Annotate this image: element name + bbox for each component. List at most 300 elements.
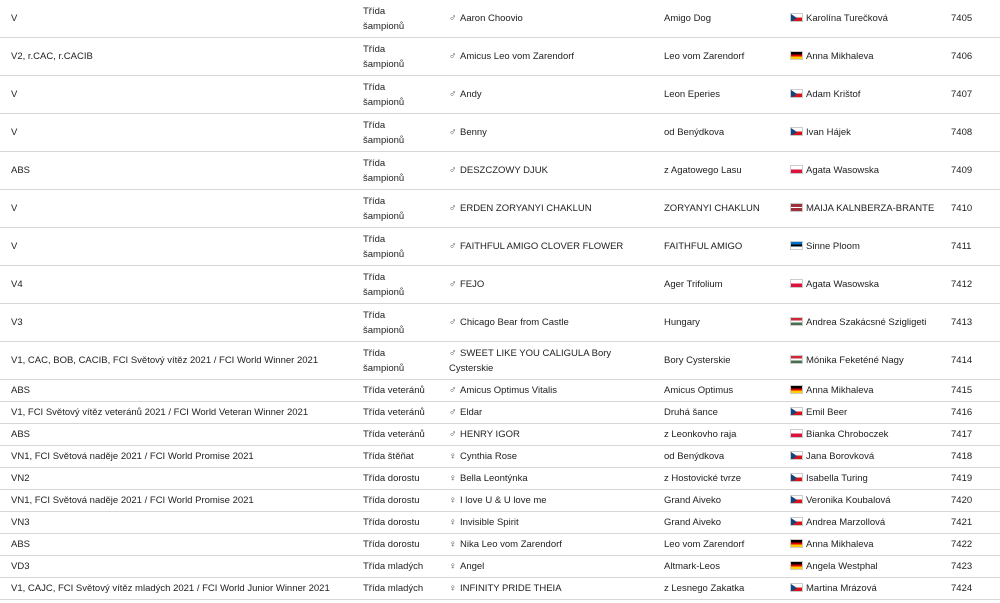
result-cell bbox=[11, 304, 351, 341]
owner-name: Sinne Ploom bbox=[806, 241, 860, 252]
class-cell bbox=[363, 304, 443, 341]
catalog-number-cell bbox=[951, 266, 991, 303]
breeder-cell bbox=[664, 424, 784, 445]
class-line-1: Třída bbox=[363, 271, 386, 283]
breeder-name: ZORYANYI CHAKLUN bbox=[664, 203, 760, 214]
male-sex-icon: ♂ bbox=[449, 429, 457, 440]
breeder-name: Altmark-Leos bbox=[664, 561, 720, 572]
breeder-cell bbox=[664, 578, 784, 599]
class-text bbox=[363, 42, 404, 72]
class-text bbox=[363, 493, 420, 508]
breeder-cell bbox=[664, 468, 784, 489]
class-line-2: šampionů bbox=[363, 20, 405, 32]
owner-cell bbox=[790, 266, 940, 303]
dog-name-cell[interactable] bbox=[449, 380, 654, 401]
country-flag-de-icon bbox=[790, 385, 803, 394]
dog-name[interactable]: Invisible Spirit bbox=[460, 517, 519, 528]
breeder-name: Hungary bbox=[664, 317, 700, 328]
owner-wrap bbox=[790, 559, 878, 574]
class-cell bbox=[363, 556, 443, 577]
owner-wrap bbox=[790, 87, 860, 102]
dog-name[interactable]: Amicus Optimus Vitalis bbox=[460, 385, 557, 396]
table-row[interactable] bbox=[0, 190, 1000, 228]
male-sex-icon: ♂ bbox=[449, 279, 457, 290]
dog-name-wrap bbox=[449, 277, 484, 292]
dog-name-cell[interactable] bbox=[449, 534, 654, 555]
catalog-number: 7406 bbox=[951, 51, 973, 62]
dog-name-wrap bbox=[449, 87, 482, 102]
dog-name-wrap bbox=[449, 405, 482, 420]
dog-name[interactable]: INFINITY PRIDE THEIA bbox=[460, 583, 562, 594]
owner-wrap bbox=[790, 315, 926, 330]
owner-cell bbox=[790, 228, 940, 265]
female-sex-icon: ♀ bbox=[449, 451, 457, 462]
table-row[interactable] bbox=[0, 342, 1000, 380]
male-sex-icon: ♂ bbox=[449, 13, 457, 24]
result-text: V4 bbox=[11, 279, 23, 290]
breeder-name: z Leonkovho raja bbox=[664, 429, 737, 440]
dog-name[interactable]: Eldar bbox=[460, 407, 483, 418]
owner-wrap bbox=[790, 201, 934, 216]
table-row[interactable] bbox=[0, 534, 1000, 556]
dog-name-wrap bbox=[449, 11, 523, 26]
catalog-number: 7409 bbox=[951, 165, 973, 176]
country-flag-de-icon bbox=[790, 539, 803, 548]
class-line-2: šampionů bbox=[363, 362, 405, 374]
catalog-number-cell bbox=[951, 76, 991, 113]
country-flag-de-icon bbox=[790, 51, 803, 60]
table-row[interactable] bbox=[0, 0, 1000, 38]
catalog-number: 7414 bbox=[951, 355, 973, 366]
owner-name: Agata Wasowska bbox=[806, 279, 880, 290]
result-text: V1, CAC, BOB, CACIB, FCI Světový vítěz 2021 / FCI World Winner 2021 bbox=[11, 355, 319, 366]
owner-cell bbox=[790, 556, 940, 577]
breeder-cell bbox=[664, 114, 784, 151]
dog-name-cell[interactable] bbox=[449, 512, 654, 533]
dog-name[interactable]: Benny bbox=[460, 127, 487, 138]
class-text bbox=[363, 346, 404, 376]
class-line-1: Třída bbox=[363, 233, 386, 245]
class-line-1: Třída veteránů bbox=[363, 429, 425, 440]
class-text bbox=[363, 383, 425, 398]
owner-wrap bbox=[790, 449, 874, 464]
breeder-name: Leo vom Zarendorf bbox=[664, 539, 745, 550]
owner-wrap bbox=[790, 239, 860, 254]
result-cell bbox=[11, 424, 351, 445]
result-cell bbox=[11, 512, 351, 533]
dog-name-wrap bbox=[449, 239, 623, 254]
class-line-1: Třída bbox=[363, 195, 386, 207]
catalog-number-cell bbox=[951, 578, 991, 599]
owner-name: Adam Krištof bbox=[806, 89, 861, 100]
class-cell bbox=[363, 512, 443, 533]
table-row[interactable] bbox=[0, 152, 1000, 190]
dog-name[interactable]: Andy bbox=[460, 89, 482, 100]
breeder-name: Leon Eperies bbox=[664, 89, 720, 100]
class-line-1: Třída dorostu bbox=[363, 539, 420, 550]
owner-name: Karolína Turečková bbox=[806, 13, 888, 24]
class-line-2: šampionů bbox=[363, 286, 405, 298]
catalog-number: 7405 bbox=[951, 13, 973, 24]
class-line-2: šampionů bbox=[363, 58, 405, 70]
dog-name-cell[interactable] bbox=[449, 38, 654, 75]
dog-name-wrap bbox=[449, 383, 557, 398]
result-cell bbox=[11, 534, 351, 555]
result-cell bbox=[11, 446, 351, 467]
table-row[interactable] bbox=[0, 402, 1000, 424]
country-flag-cz-icon bbox=[790, 89, 803, 98]
table-row[interactable] bbox=[0, 424, 1000, 446]
result-cell bbox=[11, 114, 351, 151]
table-row[interactable] bbox=[0, 490, 1000, 512]
dog-name-wrap bbox=[449, 201, 592, 216]
catalog-number: 7410 bbox=[951, 203, 973, 214]
country-flag-cz-icon bbox=[790, 451, 803, 460]
catalog-number-cell bbox=[951, 380, 991, 401]
dog-name-cell[interactable] bbox=[449, 402, 654, 423]
result-cell bbox=[11, 266, 351, 303]
breeder-name: z Lesnego Zakatka bbox=[664, 583, 745, 594]
table-row[interactable] bbox=[0, 556, 1000, 578]
class-line-1: Třída bbox=[363, 309, 386, 321]
class-line-1: Třída mladých bbox=[363, 583, 424, 594]
breeder-cell bbox=[664, 380, 784, 401]
breeder-cell bbox=[664, 190, 784, 227]
dog-name[interactable]: HENRY IGOR bbox=[460, 429, 520, 440]
male-sex-icon: ♂ bbox=[449, 165, 457, 176]
dog-name-wrap bbox=[449, 346, 654, 376]
owner-wrap bbox=[790, 353, 904, 368]
dog-name-wrap bbox=[449, 315, 569, 330]
breeder-cell bbox=[664, 0, 784, 37]
class-cell bbox=[363, 152, 443, 189]
male-sex-icon: ♂ bbox=[449, 347, 457, 359]
dog-name[interactable]: Cynthia Rose bbox=[460, 451, 518, 462]
male-sex-icon: ♂ bbox=[449, 241, 457, 252]
result-cell bbox=[11, 228, 351, 265]
owner-cell bbox=[790, 512, 940, 533]
dog-name[interactable]: Angel bbox=[460, 561, 485, 572]
dog-name[interactable]: I love U & U love me bbox=[460, 495, 547, 506]
table-row[interactable] bbox=[0, 512, 1000, 534]
breeder-name: z Hostovické tvrze bbox=[664, 473, 742, 484]
result-text: V1, FCI Světový vítěz veteránů 2021 / FCI World Veteran Winner 2021 bbox=[11, 407, 309, 418]
breeder-cell bbox=[664, 342, 784, 379]
female-sex-icon: ♀ bbox=[449, 539, 457, 550]
table-row[interactable] bbox=[0, 266, 1000, 304]
owner-wrap bbox=[790, 383, 874, 398]
dog-name[interactable]: Aaron Choovio bbox=[460, 13, 523, 24]
class-line-1: Třída bbox=[363, 119, 386, 131]
dog-name-cell[interactable] bbox=[449, 424, 654, 445]
country-flag-pl-icon bbox=[790, 429, 803, 438]
dog-name[interactable]: Chicago Bear from Castle bbox=[460, 317, 569, 328]
catalog-number-cell bbox=[951, 446, 991, 467]
dog-name[interactable]: SWEET LIKE YOU CALIGULA Bory Cysterskie bbox=[449, 347, 612, 374]
owner-name: Andrea Szakácsné Szigligeti bbox=[806, 317, 927, 328]
dog-name-cell[interactable] bbox=[449, 556, 654, 577]
owner-name: Agata Wasowska bbox=[806, 165, 880, 176]
dog-name-cell[interactable] bbox=[449, 76, 654, 113]
class-text bbox=[363, 156, 404, 186]
result-cell bbox=[11, 0, 351, 37]
result-text: ABS bbox=[11, 429, 31, 440]
table-row[interactable] bbox=[0, 468, 1000, 490]
table-row[interactable] bbox=[0, 228, 1000, 266]
catalog-number-cell bbox=[951, 402, 991, 423]
class-cell bbox=[363, 534, 443, 555]
breeder-cell bbox=[664, 266, 784, 303]
catalog-number-cell bbox=[951, 512, 991, 533]
result-text: V bbox=[11, 89, 18, 100]
breeder-name: Druhá šance bbox=[664, 407, 718, 418]
class-cell bbox=[363, 402, 443, 423]
catalog-number: 7411 bbox=[951, 241, 972, 252]
country-flag-cz-icon bbox=[790, 473, 803, 482]
owner-wrap bbox=[790, 11, 888, 26]
table-row[interactable] bbox=[0, 304, 1000, 342]
owner-name: Martina Mrázová bbox=[806, 583, 877, 594]
female-sex-icon: ♀ bbox=[449, 517, 457, 528]
male-sex-icon: ♂ bbox=[449, 89, 457, 100]
dog-name-cell[interactable] bbox=[449, 0, 654, 37]
result-cell bbox=[11, 152, 351, 189]
catalog-number-cell bbox=[951, 0, 991, 37]
class-text bbox=[363, 581, 423, 596]
class-text bbox=[363, 515, 420, 530]
male-sex-icon: ♂ bbox=[449, 51, 457, 62]
country-flag-cz-icon bbox=[790, 517, 803, 526]
table-row[interactable] bbox=[0, 446, 1000, 468]
owner-cell bbox=[790, 468, 940, 489]
table-row[interactable] bbox=[0, 76, 1000, 114]
class-cell bbox=[363, 380, 443, 401]
class-line-1: Třída bbox=[363, 43, 386, 55]
breeder-name: od Benýdkova bbox=[664, 451, 725, 462]
class-text bbox=[363, 118, 404, 148]
table-row[interactable] bbox=[0, 578, 1000, 600]
breeder-name: Leo vom Zarendorf bbox=[664, 51, 745, 62]
result-text: VD3 bbox=[11, 561, 30, 572]
class-line-1: Třída dorostu bbox=[363, 517, 420, 528]
breeder-name: Amicus Optimus bbox=[664, 385, 734, 396]
owner-cell bbox=[790, 152, 940, 189]
result-cell bbox=[11, 342, 351, 379]
dog-name-wrap bbox=[449, 471, 528, 486]
owner-cell bbox=[790, 190, 940, 227]
owner-name: Angela Westphal bbox=[806, 561, 878, 572]
class-cell bbox=[363, 490, 443, 511]
dog-name-cell[interactable] bbox=[449, 152, 654, 189]
catalog-number-cell bbox=[951, 152, 991, 189]
male-sex-icon: ♂ bbox=[449, 385, 457, 396]
class-cell bbox=[363, 342, 443, 379]
owner-cell bbox=[790, 38, 940, 75]
owner-cell bbox=[790, 490, 940, 511]
dog-name-cell[interactable] bbox=[449, 266, 654, 303]
owner-wrap bbox=[790, 277, 879, 292]
class-text bbox=[363, 427, 425, 442]
female-sex-icon: ♀ bbox=[449, 495, 457, 506]
breeder-name: Ager Trifolium bbox=[664, 279, 723, 290]
dog-name[interactable]: ERDEN ZORYANYI CHAKLUN bbox=[460, 203, 592, 214]
breeder-cell bbox=[664, 402, 784, 423]
dog-name-cell[interactable] bbox=[449, 468, 654, 489]
male-sex-icon: ♂ bbox=[449, 127, 457, 138]
result-text: V2, r.CAC, r.CACIB bbox=[11, 51, 93, 62]
country-flag-cz-icon bbox=[790, 495, 803, 504]
dog-name-wrap bbox=[449, 537, 562, 552]
country-flag-lv-icon bbox=[790, 203, 803, 212]
female-sex-icon: ♀ bbox=[449, 561, 457, 572]
class-line-1: Třída veteránů bbox=[363, 407, 425, 418]
breeder-name: Bory Cysterskie bbox=[664, 355, 731, 366]
class-line-1: Třída bbox=[363, 5, 386, 17]
owner-cell bbox=[790, 402, 940, 423]
breeder-cell bbox=[664, 152, 784, 189]
dog-name[interactable]: FAITHFUL AMIGO CLOVER FLOWER bbox=[460, 241, 624, 252]
class-text bbox=[363, 232, 404, 262]
result-cell bbox=[11, 380, 351, 401]
breeder-cell bbox=[664, 512, 784, 533]
dog-name-cell[interactable] bbox=[449, 578, 654, 599]
dog-name-cell[interactable] bbox=[449, 446, 654, 467]
table-row[interactable] bbox=[0, 114, 1000, 152]
owner-wrap bbox=[790, 125, 851, 140]
country-flag-cz-icon bbox=[790, 13, 803, 22]
dog-name-cell[interactable] bbox=[449, 342, 654, 379]
dog-name-wrap bbox=[449, 449, 517, 464]
catalog-number: 7415 bbox=[951, 385, 973, 396]
class-text bbox=[363, 4, 404, 34]
class-line-1: Třída mladých bbox=[363, 561, 424, 572]
class-cell bbox=[363, 190, 443, 227]
catalog-number-cell bbox=[951, 490, 991, 511]
catalog-number-cell bbox=[951, 556, 991, 577]
catalog-number: 7417 bbox=[951, 429, 973, 440]
owner-wrap bbox=[790, 471, 868, 486]
result-text: V bbox=[11, 241, 18, 252]
catalog-number-cell bbox=[951, 114, 991, 151]
catalog-number-cell bbox=[951, 190, 991, 227]
class-line-2: šampionů bbox=[363, 210, 405, 222]
owner-name: Andrea Marzollová bbox=[806, 517, 886, 528]
result-text: VN2 bbox=[11, 473, 30, 484]
country-flag-cz-icon bbox=[790, 407, 803, 416]
breeder-cell bbox=[664, 556, 784, 577]
class-line-2: šampionů bbox=[363, 324, 405, 336]
owner-cell bbox=[790, 534, 940, 555]
class-line-1: Třída dorostu bbox=[363, 495, 420, 506]
catalog-number: 7419 bbox=[951, 473, 973, 484]
owner-name: Isabella Turing bbox=[806, 473, 868, 484]
breeder-name: od Benýdkova bbox=[664, 127, 725, 138]
breeder-name: z Agatowego Lasu bbox=[664, 165, 742, 176]
country-flag-cz-icon bbox=[790, 127, 803, 136]
dog-name-wrap bbox=[449, 515, 519, 530]
table-row[interactable] bbox=[0, 38, 1000, 76]
breeder-name: FAITHFUL AMIGO bbox=[664, 241, 743, 252]
country-flag-de-icon bbox=[790, 561, 803, 570]
catalog-number-cell bbox=[951, 424, 991, 445]
owner-name: Veronika Koubalová bbox=[806, 495, 891, 506]
owner-cell bbox=[790, 578, 940, 599]
class-line-1: Třída bbox=[363, 157, 386, 169]
class-cell bbox=[363, 228, 443, 265]
owner-name: Jana Borovková bbox=[806, 451, 875, 462]
dog-name[interactable]: DESZCZOWY DJUK bbox=[460, 165, 548, 176]
class-line-2: šampionů bbox=[363, 248, 405, 260]
country-flag-hu-icon bbox=[790, 317, 803, 326]
breeder-name: Grand Aiveko bbox=[664, 517, 722, 528]
dog-name[interactable]: Nika Leo vom Zarendorf bbox=[460, 539, 562, 550]
owner-name: Anna Mikhaleva bbox=[806, 385, 874, 396]
class-line-2: šampionů bbox=[363, 172, 405, 184]
dog-name-cell[interactable] bbox=[449, 490, 654, 511]
owner-cell bbox=[790, 76, 940, 113]
owner-name: Mónika Feketéné Nagy bbox=[806, 355, 904, 366]
dog-name-cell[interactable] bbox=[449, 228, 654, 265]
owner-cell bbox=[790, 342, 940, 379]
owner-cell bbox=[790, 424, 940, 445]
class-text bbox=[363, 559, 423, 574]
class-cell bbox=[363, 0, 443, 37]
owner-cell bbox=[790, 304, 940, 341]
dog-name-wrap bbox=[449, 559, 484, 574]
class-cell bbox=[363, 446, 443, 467]
result-text: V3 bbox=[11, 317, 23, 328]
dog-name-cell[interactable] bbox=[449, 114, 654, 151]
owner-wrap bbox=[790, 515, 885, 530]
dog-name-cell[interactable] bbox=[449, 190, 654, 227]
dog-name[interactable]: FEJO bbox=[460, 279, 485, 290]
result-text: VN1, FCI Světová naděje 2021 / FCI World Promise 2021 bbox=[11, 495, 254, 506]
class-line-1: Třída štěňat bbox=[363, 451, 414, 462]
catalog-number: 7412 bbox=[951, 279, 973, 290]
owner-cell bbox=[790, 114, 940, 151]
result-text: V bbox=[11, 127, 18, 138]
result-cell bbox=[11, 402, 351, 423]
dog-name[interactable]: Amicus Leo vom Zarendorf bbox=[460, 51, 575, 62]
class-line-1: Třída bbox=[363, 347, 386, 359]
country-flag-pl-icon bbox=[790, 165, 803, 174]
class-text bbox=[363, 405, 425, 420]
result-cell bbox=[11, 556, 351, 577]
catalog-number: 7422 bbox=[951, 539, 973, 550]
owner-name: MAIJA KALNBERZA-BRANTE bbox=[806, 203, 935, 214]
class-cell bbox=[363, 468, 443, 489]
result-cell bbox=[11, 76, 351, 113]
class-cell bbox=[363, 578, 443, 599]
owner-cell bbox=[790, 0, 940, 37]
catalog-number: 7413 bbox=[951, 317, 973, 328]
class-text bbox=[363, 308, 404, 338]
dog-name[interactable]: Bella Leontýnka bbox=[460, 473, 528, 484]
table-row[interactable] bbox=[0, 380, 1000, 402]
owner-wrap bbox=[790, 537, 874, 552]
result-cell bbox=[11, 38, 351, 75]
owner-wrap bbox=[790, 163, 879, 178]
owner-wrap bbox=[790, 49, 874, 64]
result-text: ABS bbox=[11, 385, 31, 396]
owner-name: Anna Mikhaleva bbox=[806, 539, 874, 550]
catalog-number: 7420 bbox=[951, 495, 973, 506]
result-cell bbox=[11, 490, 351, 511]
owner-wrap bbox=[790, 405, 847, 420]
class-text bbox=[363, 449, 414, 464]
dog-name-cell[interactable] bbox=[449, 304, 654, 341]
country-flag-hu-icon bbox=[790, 355, 803, 364]
